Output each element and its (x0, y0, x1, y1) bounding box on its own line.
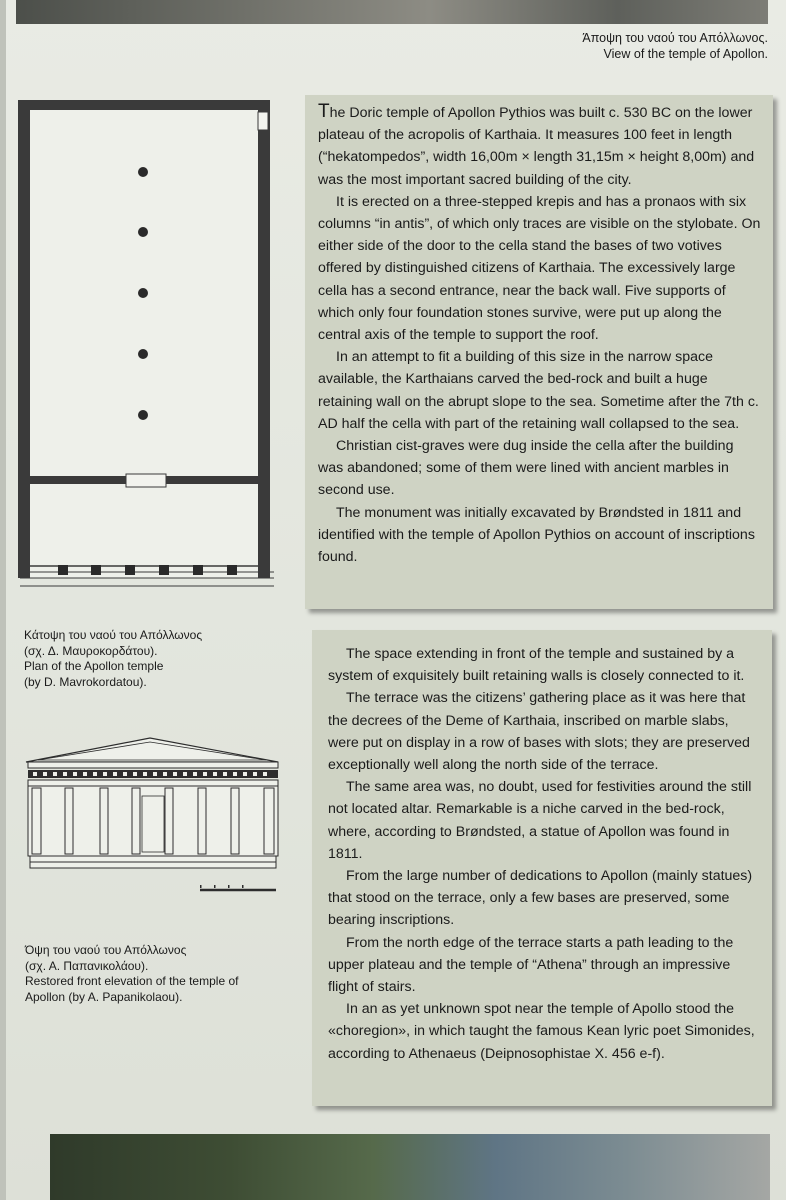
photo-caption-greek: Άποψη του ναού του Απόλλωνος. (582, 31, 768, 45)
plan-caption-greek-2: (σχ. Δ. Μαυροκορδάτου). (24, 643, 158, 658)
paragraph: Christian cist-graves were dug inside the cella after the building was abandoned; some of them were lined with ancient marbles in second use. (318, 438, 734, 499)
plan-caption-english-1: Plan of the Apollon temple (24, 659, 164, 673)
paragraph: In an as yet unknown spot near the temple of Apollo stood the «choregion», in which taught the famous Kean lyric poet Simonides, according to Athenaeus (Deipnosophistae X. 456 e-f). (328, 1001, 755, 1062)
drop-cap: T (318, 101, 330, 122)
paragraph (318, 101, 761, 191)
paragraph: The space extending in front of the temple and sustained by a system of exquisitely built retaining walls is closely connected to it. (328, 646, 745, 685)
panel-edge (0, 0, 6, 1200)
plan-caption-english-2: (by D. Mavrokordatou). (24, 674, 147, 689)
photo-caption (582, 30, 768, 62)
paragraph: The same area was, no doubt, used for festivities around the still not located altar. Remarkable is a niche carved in the bed-rock, where, according to Brøndsted, a statue of Apollon was found in 1811. (328, 779, 752, 862)
temple-plan-drawing (18, 100, 274, 590)
terrace-description-card (312, 630, 772, 1106)
temple-description-card (305, 95, 773, 609)
elevation-caption-greek-1: Όψη του ναού του Απόλλωνος (25, 943, 187, 957)
elevation-caption-english-2: Apollon (by A. Papanikolaou). (25, 989, 183, 1004)
elevation-caption-english-1: Restored front elevation of the temple of (25, 974, 239, 988)
photo-caption-english: View of the temple of Apollon. (603, 47, 768, 61)
elevation-caption (25, 943, 238, 1005)
paragraph: From the north edge of the terrace starts a path leading to the upper plateau and the temple of “Athena” through an impressive flight of stairs. (328, 934, 734, 996)
temple-elevation-drawing (24, 732, 280, 896)
paragraph: The terrace was the citizens’ gathering place as it was here that the decrees of the Deme of Karthaia, inscribed on marble slabs, were put on display in a row of bases with slots; they are preserved exceptionally well along the north side of the terrace. (328, 690, 750, 774)
paragraph: The monument was initially excavated by Brøndsted in 1811 and identified with the temple of Apollon Pythios on account of inscriptions found. (318, 504, 755, 566)
elevation-caption-greek-2: (σχ. Α. Παπανικολάου). (25, 958, 149, 973)
paragraph: It is erected on a three-stepped krepis and has a pronaos with six columns “in antis”, of which only traces are visible on the stylobate. On either side of the door to the cella stand the bases of two votives offered by distinguished citizens of Karthaia. The excessively large cella has a second entrance, near the back wall. Five supports of which only four foundation stones survive, were put up along the central axis of the temple to support the roof. (318, 193, 761, 344)
paragraph: In an attempt to fit a building of this size in the narrow space available, the Karthaians carved the bed-rock and built a huge retaining wall on the abrupt slope to the sea. Sometime after the 7th c. AD half the cella with part of the retaining wall collapsed to the sea. (318, 349, 759, 432)
paragraph: From the large number of dedications to Apollon (mainly statues) that stood on the terrace, only a few bases are preserved, some bearing inscriptions. (328, 868, 753, 929)
temple-photo-top (16, 0, 768, 24)
landscape-photo-bottom (50, 1134, 770, 1200)
plan-caption (24, 628, 202, 690)
plan-caption-greek-1: Κάτοψη του ναού του Απόλλωνος (24, 628, 203, 642)
paragraph-text: he Doric temple of Apollon Pythios was built c. 530 BC on the lower plateau of the acropolis of Karthaia. It measures 100 feet in length (“hekatompedos”, width 16,00m × length 31,15m × height 8,00m) and was the most important sacred building of the city. (318, 105, 755, 188)
